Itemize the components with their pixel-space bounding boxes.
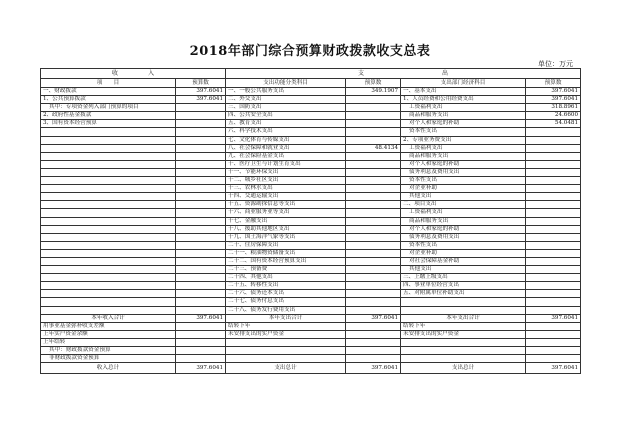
income-item: [41, 274, 176, 282]
func-budget: [346, 209, 401, 217]
econ-item: 商品和服务支出: [401, 112, 526, 120]
income-budget: 397.6041: [176, 88, 226, 96]
econ-grand-total-label: 支出总计: [401, 363, 526, 374]
page-title: 2018年部门综合预算财政拨款收支总表: [189, 44, 431, 59]
income-budget: [176, 266, 226, 274]
income-budget: [176, 177, 226, 185]
income-item: 上年实户资金余额: [41, 330, 176, 338]
func-budget: [346, 241, 401, 249]
econ-budget: [526, 266, 581, 274]
econ-item: 资本性支出: [401, 177, 526, 185]
table-row: [41, 217, 581, 225]
econ-item: 工资福利支出: [401, 144, 526, 152]
econ-item: 对个人和家庭的补助: [401, 160, 526, 168]
income-budget: [176, 193, 226, 201]
table-row: [41, 177, 581, 185]
econ-item: 工资福利支出: [401, 209, 526, 217]
income-item: [41, 241, 176, 249]
func-budget: [346, 355, 401, 363]
econ-budget: [526, 274, 581, 282]
income-item: [41, 201, 176, 209]
econ-budget: 397.6041: [526, 96, 581, 104]
func-item: 五、教育支出: [226, 120, 346, 128]
func-item: 九、社会保险基金支出: [226, 152, 346, 160]
income-budget: [176, 112, 226, 120]
income-budget: [176, 185, 226, 193]
econ-budget: 24.6600: [526, 112, 581, 120]
table-row: [41, 88, 581, 96]
income-budget: [176, 241, 226, 249]
econ-budget: 397.6041: [526, 88, 581, 96]
econ-item: 债务利息及费用支出: [401, 233, 526, 241]
grand-totals-body: [41, 363, 581, 374]
table-body: [41, 88, 581, 315]
income-budget: 397.6041: [176, 96, 226, 104]
table-row: [41, 128, 581, 136]
table-row: [41, 193, 581, 201]
econ-budget: [526, 201, 581, 209]
income-budget: [176, 160, 226, 168]
table-row: [41, 233, 581, 241]
econ-budget: [526, 152, 581, 160]
econ-budget: [526, 144, 581, 152]
econ-item: 对社会保障基金补助: [401, 257, 526, 265]
econ-item: 商品和服务支出: [401, 217, 526, 225]
econ-item: [401, 298, 526, 306]
income-item: [41, 128, 176, 136]
income-budget: [176, 330, 226, 338]
func-budget: [346, 274, 401, 282]
table-row: [41, 322, 581, 330]
econ-budget: [526, 347, 581, 355]
func-item: 十四、交通运输支出: [226, 193, 346, 201]
income-item: 一、财政拨款: [41, 88, 176, 96]
func-item: 十三、农林水支出: [226, 185, 346, 193]
income-budget: [176, 233, 226, 241]
func-item: 七、文化体育与传媒支出: [226, 136, 346, 144]
budget-table: [40, 68, 581, 374]
func-item: 结转下年: [226, 322, 346, 330]
func-item: 二十二、国有资本经营预算支出: [226, 257, 346, 265]
income-item: [41, 136, 176, 144]
func-item: 一、一般公共服务支出: [226, 88, 346, 96]
income-budget: [176, 282, 226, 290]
func-item: 十、医疗卫生与计划生育支出: [226, 160, 346, 168]
func-item: 十六、商业服务业等支出: [226, 209, 346, 217]
func-budget: [346, 282, 401, 290]
income-budget: [176, 322, 226, 330]
income-item: 3、国有资本经营预算: [41, 120, 176, 128]
func-item: 二十六、债务还本支出: [226, 290, 346, 298]
econ-budget: [526, 330, 581, 338]
income-item: [41, 193, 176, 201]
econ-budget: [526, 160, 581, 168]
func-budget: [346, 152, 401, 160]
table-row: [41, 160, 581, 168]
func-item: 未安排支出的实户资金: [226, 330, 346, 338]
econ-budget: [526, 177, 581, 185]
func-budget: [346, 266, 401, 274]
econ-item: [401, 355, 526, 363]
econ-item: 工资福利支出: [401, 104, 526, 112]
table-row: [41, 347, 581, 355]
func-budget: [346, 322, 401, 330]
func-total-value: 397.6041: [346, 314, 401, 322]
func-budget: [346, 96, 401, 104]
income-grand-total-label: 收入总计: [41, 363, 176, 374]
func-item: 二十七、债务付息支出: [226, 298, 346, 306]
income-item: [41, 209, 176, 217]
econ-budget: 54.0481: [526, 120, 581, 128]
income-item: 2、政府性基金拨款: [41, 112, 176, 120]
func-item: 十一、节能环保支出: [226, 168, 346, 176]
income-budget: [176, 257, 226, 265]
econ-item: 一、基本支出: [401, 88, 526, 96]
econ-budget: [526, 306, 581, 314]
func-budget: [346, 306, 401, 314]
income-item: [41, 298, 176, 306]
func-item: [226, 355, 346, 363]
income-item: 上年结转: [41, 338, 176, 346]
col-project-header: 项 目: [41, 79, 176, 88]
econ-item: 对个人和家庭的补助: [401, 120, 526, 128]
income-item: [41, 217, 176, 225]
income-budget: [176, 338, 226, 346]
econ-budget: 318.8961: [526, 104, 581, 112]
func-budget: [346, 347, 401, 355]
func-budget: [346, 193, 401, 201]
func-item: 二十一、粮油物资储备支出: [226, 249, 346, 257]
econ-budget: [526, 355, 581, 363]
table-row: [41, 298, 581, 306]
income-budget: [176, 355, 226, 363]
econ-item: 资本性支出: [401, 128, 526, 136]
econ-budget: [526, 185, 581, 193]
income-budget: [176, 225, 226, 233]
func-budget: [346, 233, 401, 241]
income-budget: [176, 306, 226, 314]
income-grand-total-value: 397.6041: [176, 363, 226, 374]
table-row: [41, 241, 581, 249]
table-row: [41, 144, 581, 152]
func-item: 四、公共安全支出: [226, 112, 346, 120]
econ-budget: [526, 225, 581, 233]
func-grand-total-value: 397.6041: [346, 363, 401, 374]
func-budget: [346, 177, 401, 185]
econ-item: 商品和服务支出: [401, 152, 526, 160]
econ-budget: [526, 168, 581, 176]
func-item: 二十四、其他支出: [226, 274, 346, 282]
func-total-label: 本年支出合计: [226, 314, 346, 322]
totals-body: [41, 314, 581, 322]
table-row: [41, 330, 581, 338]
header-row-columns: [41, 79, 581, 88]
income-budget: [176, 144, 226, 152]
econ-budget: [526, 209, 581, 217]
func-budget: [346, 160, 401, 168]
econ-item: 结转下年: [401, 322, 526, 330]
income-item: [41, 152, 176, 160]
econ-budget: [526, 338, 581, 346]
func-budget: [346, 185, 401, 193]
econ-item: 2、专项业务费支出: [401, 136, 526, 144]
econ-item: 其他支出: [401, 266, 526, 274]
func-budget: [346, 217, 401, 225]
income-item: [41, 233, 176, 241]
income-total-label: 本年收入合计: [41, 314, 176, 322]
income-budget: [176, 128, 226, 136]
income-item: [41, 160, 176, 168]
income-item: 其中：财政拨款资金预算: [41, 347, 176, 355]
econ-budget: [526, 193, 581, 201]
income-budget: [176, 152, 226, 160]
income-header: 收 入: [41, 69, 226, 79]
func-item: 十二、城乡社区支出: [226, 177, 346, 185]
econ-item: 对个人和家庭的补助: [401, 225, 526, 233]
income-item: [41, 306, 176, 314]
table-row: [41, 104, 581, 112]
income-budget: [176, 120, 226, 128]
func-item: 二十三、预备费: [226, 266, 346, 274]
econ-item: 未安排支出的实户资金: [401, 330, 526, 338]
econ-budget: [526, 257, 581, 265]
income-item: [41, 266, 176, 274]
income-item: 其中：专项资金列入部门预算的项目: [41, 104, 176, 112]
econ-budget: [526, 217, 581, 225]
func-budget: [346, 298, 401, 306]
col-budget-header: 预算数: [526, 79, 581, 88]
func-budget: [346, 136, 401, 144]
func-budget: [346, 168, 401, 176]
income-budget: [176, 168, 226, 176]
income-item: [41, 257, 176, 265]
table-row: [41, 290, 581, 298]
econ-total-label: 本年支出合计: [401, 314, 526, 322]
unit-label: 单位：万元: [538, 60, 573, 68]
table-row: [41, 282, 581, 290]
func-budget: [346, 104, 401, 112]
income-budget: [176, 201, 226, 209]
income-item: [41, 282, 176, 290]
func-budget: [346, 290, 401, 298]
income-budget: [176, 217, 226, 225]
econ-budget: [526, 128, 581, 136]
econ-budget: [526, 136, 581, 144]
func-budget: [346, 201, 401, 209]
table-row: [41, 136, 581, 144]
income-item: [41, 249, 176, 257]
econ-budget: [526, 290, 581, 298]
econ-item: 其他支出: [401, 193, 526, 201]
func-grand-total-label: 支出总计: [226, 363, 346, 374]
func-budget: [346, 128, 401, 136]
func-item: 八、社会保障和就业支出: [226, 144, 346, 152]
grand-totals-row: [41, 363, 581, 374]
col-budget-header: 预算数: [176, 79, 226, 88]
table-row: [41, 201, 581, 209]
table-row: [41, 355, 581, 363]
income-item: [41, 168, 176, 176]
func-budget: [346, 225, 401, 233]
income-item: 用事业基金弥补收支差额: [41, 322, 176, 330]
econ-item: [401, 338, 526, 346]
func-budget: 349.1907: [346, 88, 401, 96]
econ-item: 四、事业单位经营支出: [401, 282, 526, 290]
econ-total-value: 397.6041: [526, 314, 581, 322]
income-total-value: 397.6041: [176, 314, 226, 322]
econ-item: 1、人员经费和公用经费支出: [401, 96, 526, 104]
table-row: [41, 338, 581, 346]
econ-budget: [526, 249, 581, 257]
income-budget: [176, 209, 226, 217]
carryover-body: [41, 322, 581, 362]
econ-grand-total-value: 397.6041: [526, 363, 581, 374]
income-budget: [176, 249, 226, 257]
income-item: [41, 185, 176, 193]
econ-item: 五、对附属单位补助支出: [401, 290, 526, 298]
table-row: [41, 249, 581, 257]
col-func-header: 支出功能分类科目: [226, 79, 346, 88]
table-row: [41, 168, 581, 176]
func-budget: [346, 257, 401, 265]
func-budget: [346, 112, 401, 120]
econ-item: 债务利息及费用支出: [401, 168, 526, 176]
func-budget: [346, 249, 401, 257]
table-row: [41, 274, 581, 282]
func-item: [226, 338, 346, 346]
table-row: [41, 112, 581, 120]
econ-budget: [526, 322, 581, 330]
econ-item: 资本性支出: [401, 241, 526, 249]
econ-item: 对企业补助: [401, 185, 526, 193]
table-row: [41, 257, 581, 265]
expense-header: 支 出: [226, 69, 581, 79]
econ-item: 三、上缴上级支出: [401, 274, 526, 282]
econ-budget: [526, 233, 581, 241]
totals-row: [41, 314, 581, 322]
econ-item: [401, 306, 526, 314]
col-budget-header: 预算数: [346, 79, 401, 88]
table-row: [41, 96, 581, 104]
income-budget: [176, 290, 226, 298]
func-item: 十九、国土海洋气象等支出: [226, 233, 346, 241]
econ-budget: [526, 298, 581, 306]
econ-item: 对企业补助: [401, 249, 526, 257]
func-item: 二十五、转移性支出: [226, 282, 346, 290]
func-budget: [346, 330, 401, 338]
income-item: [41, 290, 176, 298]
func-budget: [346, 120, 401, 128]
income-budget: [176, 274, 226, 282]
func-item: [226, 347, 346, 355]
table-row: [41, 209, 581, 217]
income-budget: [176, 347, 226, 355]
table-row: [41, 266, 581, 274]
func-item: 十五、资源勘探信息等支出: [226, 201, 346, 209]
func-item: 六、科学技术支出: [226, 128, 346, 136]
income-item: [41, 225, 176, 233]
table-row: [41, 185, 581, 193]
income-item: 非财政拨款资金预算: [41, 355, 176, 363]
func-item: 二、外交支出: [226, 96, 346, 104]
func-item: 二十、住房保障支出: [226, 241, 346, 249]
income-item: [41, 177, 176, 185]
func-budget: 48.4134: [346, 144, 401, 152]
income-item: [41, 144, 176, 152]
income-item: 1、公共预算拨款: [41, 96, 176, 104]
table-row: [41, 225, 581, 233]
col-econ-header: 支出部门经济科目: [401, 79, 526, 88]
func-item: 十八、援助其他地区支出: [226, 225, 346, 233]
econ-item: [401, 347, 526, 355]
income-budget: [176, 298, 226, 306]
econ-budget: [526, 241, 581, 249]
func-item: 二十八、债务发行费用支出: [226, 306, 346, 314]
table-row: [41, 152, 581, 160]
func-item: 三、国防支出: [226, 104, 346, 112]
func-item: 十七、金融支出: [226, 217, 346, 225]
table-row: [41, 306, 581, 314]
func-budget: [346, 338, 401, 346]
table-row: [41, 120, 581, 128]
econ-budget: [526, 282, 581, 290]
income-budget: [176, 104, 226, 112]
income-budget: [176, 136, 226, 144]
econ-item: 二、项目支出: [401, 201, 526, 209]
header-row-sections: [41, 69, 581, 79]
